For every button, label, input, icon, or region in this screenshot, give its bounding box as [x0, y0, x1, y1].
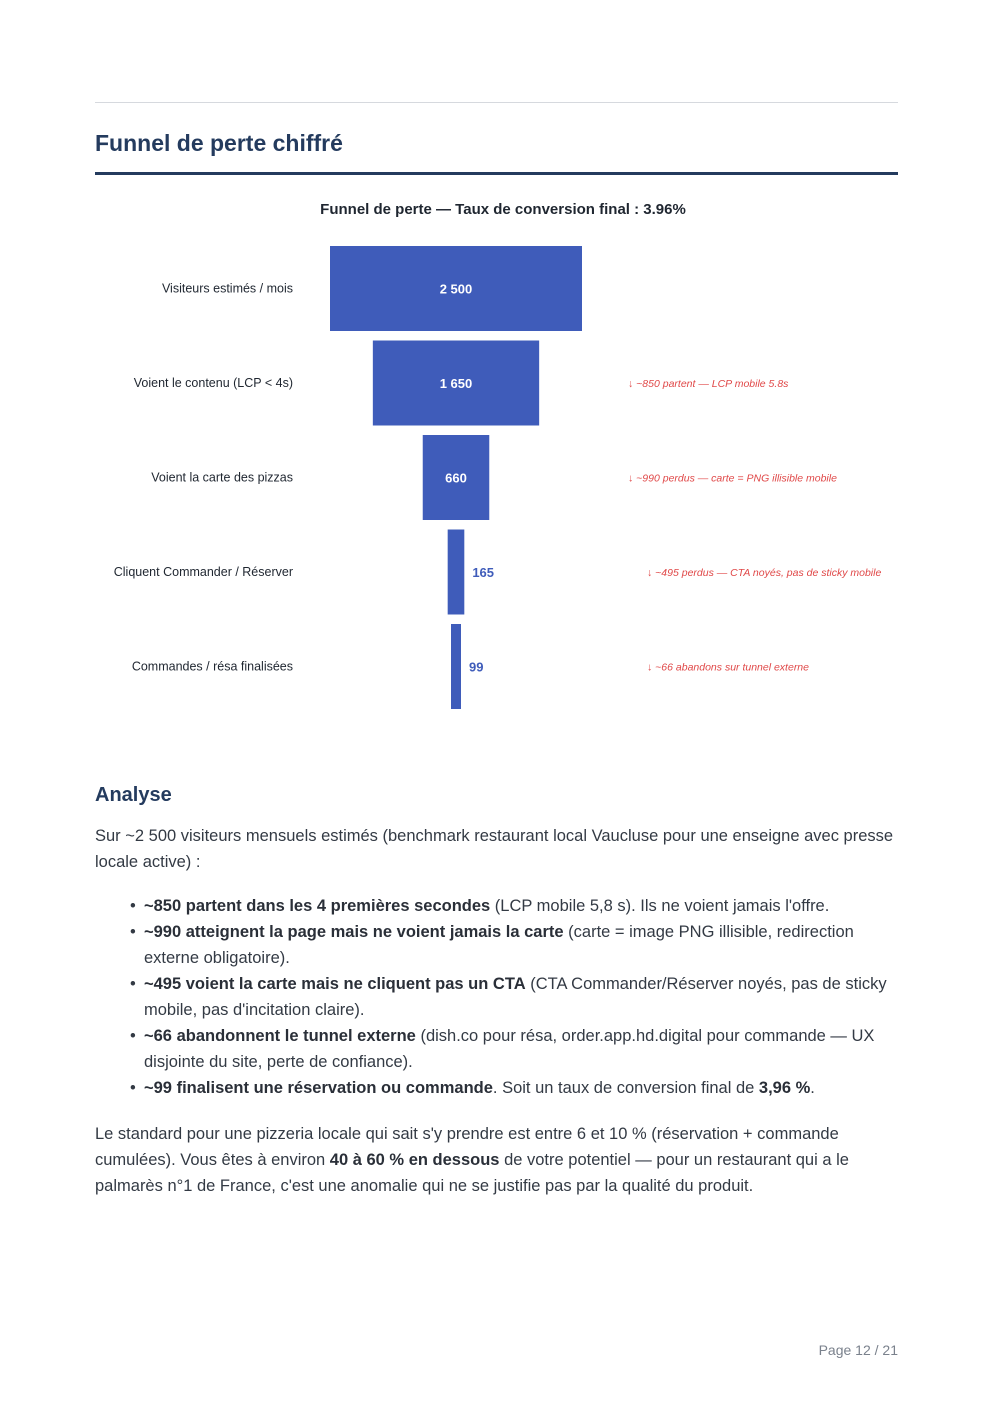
- loss-bullet-list: [130, 893, 900, 1101]
- bullet-text: (LCP mobile 5,8 s). Ils ne voient jamais l'offre.: [490, 897, 830, 915]
- funnel-chart-svg: [95, 190, 898, 730]
- bullet-bold: ~66 abandonnent le tunnel externe: [144, 1027, 416, 1045]
- title-underline: [95, 172, 898, 175]
- funnel-loss-annotation: ↓ ~990 perdus — carte = PNG illisible mobile: [628, 472, 837, 485]
- chart-title: Funnel de perte — Taux de conversion final : 3.96%: [320, 201, 686, 218]
- funnel-category-label: Voient la carte des pizzas: [151, 470, 293, 485]
- funnel-loss-annotation: ↓ ~850 partent — LCP mobile 5.8s: [628, 378, 789, 390]
- analysis-conclusion: [95, 1121, 898, 1199]
- bullet-text: . Soit un taux de conversion final de: [492, 1079, 759, 1097]
- list-item: [130, 893, 900, 919]
- funnel-loss-annotation: ↓ ~495 perdus — CTA noyés, pas de sticky mobile: [647, 567, 882, 579]
- bullet-text: (CTA Commander/Réserver noyés, pas de sticky mobile, pas d'incitation claire).: [144, 975, 887, 1019]
- analysis-heading: Analyse: [95, 784, 172, 806]
- funnel-chart: [95, 190, 898, 730]
- funnel-bar: [448, 530, 465, 615]
- analysis-intro: Sur ~2 500 visiteurs mensuels estimés (benchmark restaurant local Vaucluse pour une enseigne avec presse locale active) :: [95, 827, 894, 871]
- funnel-value-label: 660: [445, 470, 467, 486]
- list-item: [130, 919, 900, 971]
- funnel-bar: [451, 624, 461, 709]
- page-title: Funnel de perte chiffré: [95, 130, 343, 156]
- bullet-text-end: .: [810, 1079, 815, 1097]
- bullet-bold: ~990 atteignent la page mais ne voient jamais la carte: [144, 923, 564, 941]
- bullet-bold: ~495 voient la carte mais ne cliquent pas un CTA: [144, 975, 526, 993]
- funnel-value-label: 1 650: [439, 376, 473, 391]
- page-number: Page 12 / 21: [818, 1342, 898, 1358]
- funnel-category-label: Cliquent Commander / Réserver: [113, 565, 293, 579]
- top-divider: [95, 102, 898, 103]
- bullet-text: (carte = image PNG illisible, redirection externe obligatoire).: [144, 923, 854, 967]
- bullet-text: (dish.co pour résa, order.app.hd.digital pour commande — UX disjointe du site, perte de confiance).: [144, 1027, 875, 1071]
- funnel-value-label: 2 500: [439, 281, 473, 297]
- funnel-value-label: 99: [469, 659, 484, 675]
- funnel-category-label: Visiteurs estimés / mois: [161, 281, 293, 296]
- funnel-category-label: Voient le contenu (LCP < 4s): [133, 376, 293, 390]
- conclusion-text-a: Le standard pour une pizzeria locale qui sait s'y prendre est entre 6 et 10 % (réservation + commande cumulées). Vous êtes à environ: [95, 1125, 839, 1169]
- list-item: [130, 971, 900, 1023]
- funnel-category-label: Commandes / résa finalisées: [131, 659, 293, 674]
- conclusion-bold: 40 à 60 % en dessous: [329, 1151, 500, 1169]
- list-item: [130, 1075, 900, 1101]
- bullet-bold: ~850 partent dans les 4 premières secondes: [144, 897, 491, 915]
- conversion-rate: 3,96 %: [758, 1079, 811, 1097]
- bullet-bold: ~99 finalisent une réservation ou commande: [144, 1079, 493, 1097]
- conclusion-text-b: de votre potentiel — pour un restaurant qui a le palmarès n°1 de France, c'est une anomalie qui ne se justifie pas par la qualité du produit.: [95, 1151, 849, 1195]
- list-item: [130, 1023, 900, 1075]
- funnel-loss-annotation: ↓ ~66 abandons sur tunnel externe: [647, 661, 809, 674]
- funnel-value-label: 165: [472, 565, 495, 580]
